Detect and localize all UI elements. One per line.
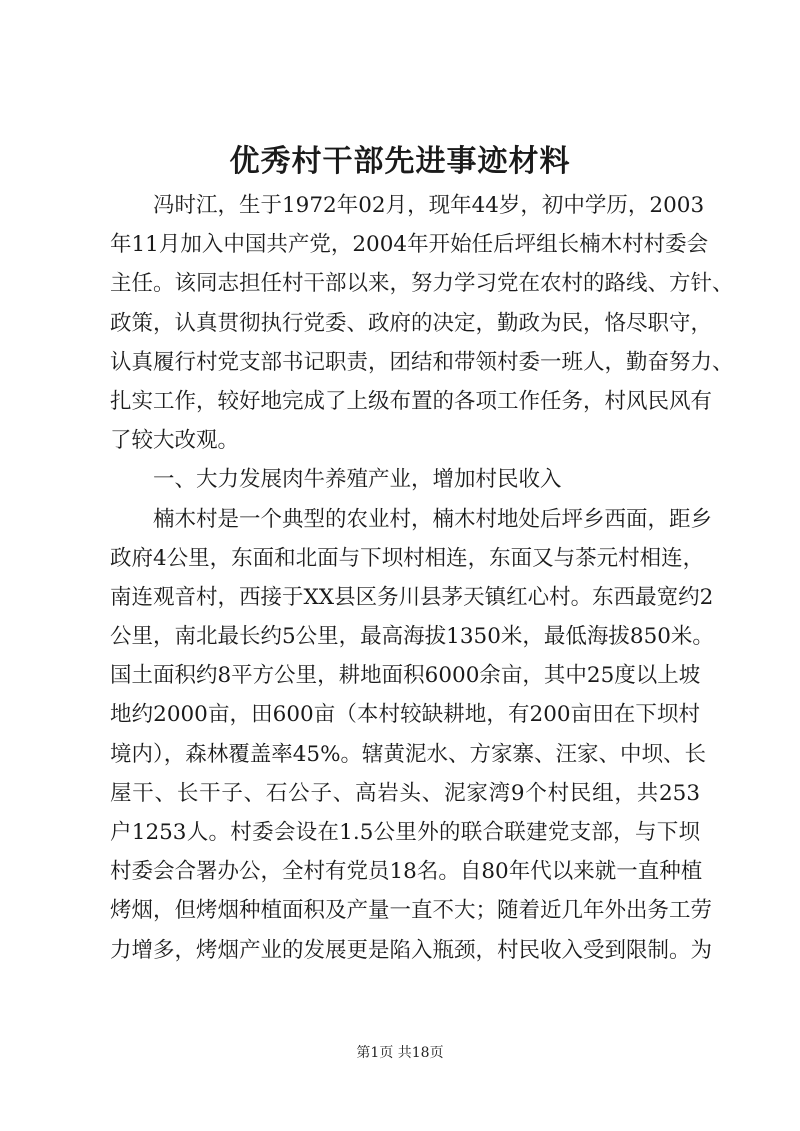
section-heading: 一、大力发展肉牛养殖产业，增加村民收入: [153, 467, 562, 493]
paragraph-line: 村委会合署办公，全村有党员18名。自80年代以来就一直种植: [110, 859, 703, 885]
paragraph-line: 扎实工作，较好地完成了上级布置的各项工作任务，村风民风有: [110, 388, 713, 414]
paragraph-line: 公里，南北最长约5公里，最高海拔1350米，最低海拔850米。: [110, 624, 714, 650]
document-body: [110, 186, 734, 970]
paragraph-line: 地约2000亩，田600亩（本村较缺耕地，有200亩田在下坝村: [110, 702, 700, 728]
page-number: 第1页 共18页: [356, 1045, 444, 1061]
paragraph-line: 主任。该同志担任村干部以来，努力学习党在农村的路线、方针、: [110, 271, 734, 297]
document-title: 优秀村干部先进事迹材料: [229, 144, 571, 179]
paragraph-line: 冯时江，生于1972年02月，现年44岁，初中学历，2003: [153, 193, 705, 218]
paragraph-line: 政策，认真贯彻执行党委、政府的决定，勤政为民，恪尽职守，: [110, 310, 713, 336]
paragraph-line: 年11月加入中国共产党，2004年开始任后坪组长楠木村村委会: [110, 232, 709, 258]
paragraph-line: 境内），森林覆盖率45%。辖黄泥水、方家寨、汪家、中坝、长: [110, 741, 707, 767]
paragraph-line: 楠木村是一个典型的农业村，楠木村地处后坪乡西面，距乡: [153, 506, 713, 532]
paragraph-line: 力增多，烤烟产业的发展更是陷入瓶颈，村民收入受到限制。为: [110, 937, 713, 963]
paragraph-line: 南连观音村，西接于XX县区务川县茅天镇红心村。东西最宽约2: [110, 584, 714, 610]
paragraph-line: 国土面积约8平方公里，耕地面积6000余亩，其中25度以上坡: [110, 663, 701, 689]
paragraph-line: 认真履行村党支部书记职责，团结和带领村委一班人，勤奋努力、: [110, 349, 734, 375]
paragraph-line: 屋干、长干子、石公子、高岩头、泥家湾9个村民组，共253: [110, 780, 700, 806]
paragraph-line: 政府4公里，东面和北面与下坝村相连，东面又与茶元村相连，: [110, 545, 705, 571]
paragraph-line: 了较大改观。: [110, 428, 240, 454]
paragraph-line: 户1253人。村委会设在1.5公里外的联合联建党支部，与下坝: [110, 820, 700, 845]
paragraph-line: 烤烟，但烤烟种植面积及产量一直不大；随着近几年外出务工劳: [110, 898, 713, 924]
